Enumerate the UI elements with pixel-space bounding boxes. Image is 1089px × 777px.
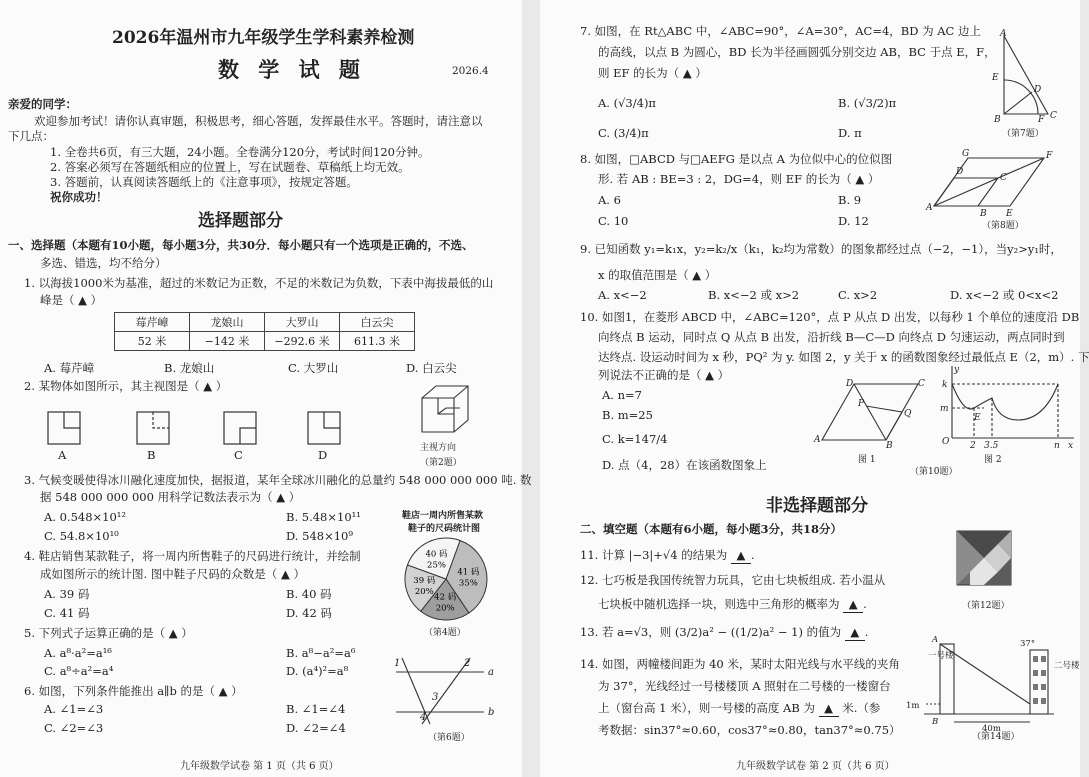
- q1-option-b: B. 龙娘山: [164, 361, 215, 375]
- svg-text:B: B: [980, 209, 987, 219]
- altitude-table: [114, 312, 415, 351]
- q13-stem: 13. 若 a=√3，则 (3/2)a² − ((1/2)a² − 1) 的值为 ▲ .: [580, 625, 869, 639]
- table-header-cell: 龙娘山: [190, 313, 265, 332]
- q6-caption: （第6题）: [428, 733, 470, 743]
- page-footer-1: 九年级数学试卷 第 1 页（共 6 页）: [180, 761, 339, 772]
- q7-option-a: A. (√3/4)π: [598, 96, 656, 110]
- svg-text:一号楼: 一号楼: [928, 651, 954, 661]
- q9-option-c: C. x>2: [838, 288, 878, 302]
- pie-slice-label: 41 码: [457, 567, 480, 578]
- intro-line-1: 欢迎参加考试！请你认真审题，积极思考，细心答题，发挥最佳水平。答题时，请注意以: [34, 114, 483, 128]
- pie-slice-percent: 20%: [414, 587, 434, 598]
- page-footer-2: 九年级数学试卷 第 2 页（共 6 页）: [736, 761, 895, 772]
- svg-text:y: y: [954, 365, 960, 375]
- q10-function-graph: [938, 364, 1078, 451]
- q10-option-b: B. m=25: [602, 408, 653, 422]
- svg-text:C: C: [918, 379, 925, 389]
- note-3: 3. 答题前，认真阅读答题纸上的《注意事项》，按规定答题。: [50, 175, 358, 189]
- q9-option-b: B. x<−2 或 x>2: [708, 288, 800, 302]
- q7-stem-2: 的高线，以点 B 为圆心，BD 长为半径画圆弧分别交边 AB，BC 于点 E，F，: [598, 45, 996, 59]
- q2-cube-figure: [416, 384, 474, 440]
- q14-stem-3: 上（窗台高 1 米），则一号楼的高度 AB 为 ▲ 米.（参: [598, 701, 881, 715]
- svg-text:1m: 1m: [906, 701, 920, 711]
- q4-option-c: C. 41 码: [44, 606, 90, 620]
- svg-text:40m: 40m: [982, 724, 1001, 734]
- svg-text:A: A: [932, 635, 939, 645]
- q12-stem-2: 七块板中随机选择一块，则选中三角形的概率为 ▲ .: [598, 597, 867, 611]
- q8-stem-2: 形. 若 AB : BE=3 : 2，DG=4，则 EF 的长为（ ▲ ）: [598, 172, 880, 186]
- q1-stem: 1. 以海拔1000米为基准，超过的米数记为正数，不足的米数记为负数，下表中海拔最低的山: [24, 276, 494, 290]
- q13-answer-blank: ▲: [845, 625, 865, 641]
- greeting: 亲爱的同学：: [8, 97, 77, 111]
- tangram-figure: [956, 530, 1012, 586]
- q10-figure2-label: 图 2: [984, 455, 1002, 465]
- q4-caption: （第4题）: [424, 628, 466, 638]
- svg-text:C: C: [1050, 111, 1057, 121]
- exam-date: 2026.4: [452, 65, 489, 77]
- svg-text:B: B: [932, 717, 939, 727]
- q10-stem-3: 达终点. 设运动时间为 x 秒，PQ² 为 y. 如图 2，y 关于 x 的函数图象经过最低点 E（2，m）. 下: [598, 350, 1089, 364]
- svg-text:P: P: [858, 399, 865, 409]
- svg-text:37°: 37°: [1020, 639, 1036, 649]
- q3-option-a: A. 0.548×10¹²: [44, 510, 127, 524]
- svg-text:4: 4: [420, 712, 427, 723]
- exam-page-1: [0, 0, 532, 777]
- svg-text:F: F: [1046, 151, 1053, 161]
- svg-text:B: B: [886, 441, 893, 451]
- q7-option-c: C. (3/4)π: [598, 126, 649, 140]
- svg-text:二号楼: 二号楼: [1054, 661, 1080, 671]
- section-title-choice: 选择题部分: [198, 211, 283, 231]
- table-cell: 52 米: [115, 332, 190, 351]
- q5-option-c: C. a⁸÷a²=a⁴: [44, 664, 114, 678]
- svg-text:Q: Q: [904, 409, 912, 419]
- q14-stem: 14. 如图，两幢楼间距为 40 米，某时太阳光线与水平线的夹角: [580, 657, 900, 671]
- svg-text:2: 2: [464, 658, 471, 669]
- note-2: 2. 答案必须写在答题纸相应的位置上，写在试题卷、草稿纸上均无效。: [50, 160, 410, 174]
- q5-stem: 5. 下列式子运算正确的是（ ▲ ）: [24, 626, 193, 640]
- svg-text:G: G: [962, 149, 970, 159]
- pie-slice-label: 39 码: [413, 576, 436, 587]
- table-header-cell: 莓芹嶂: [115, 313, 190, 332]
- pie-slice-percent: 35%: [458, 578, 478, 589]
- wish: 祝你成功！: [50, 190, 108, 204]
- q2-caption: （第2题）: [420, 458, 462, 468]
- q2-stem: 2. 某物体如图所示，其主视图是（ ▲ ）: [24, 379, 228, 393]
- q2-label-c: C: [234, 448, 243, 462]
- svg-text:n: n: [1054, 441, 1060, 451]
- q8-option-d: D. 12: [838, 214, 869, 228]
- pie-chart-title-1: 鞋店一周内所售某款: [402, 511, 484, 521]
- pie-slice-label: 42 码: [434, 592, 457, 603]
- svg-text:2: 2: [970, 441, 976, 451]
- q8-caption: （第8题）: [982, 221, 1024, 231]
- q7-caption: （第7题）: [1002, 129, 1044, 139]
- svg-text:1: 1: [394, 658, 401, 669]
- q11-stem: 11. 计算 |−3|+√4 的结果为 ▲ .: [580, 548, 755, 562]
- part2-heading: 二、填空题（本题有6小题，每小题3分，共18分）: [580, 522, 843, 536]
- q2-label-b: B: [147, 448, 156, 462]
- svg-text:E: E: [992, 73, 999, 83]
- q3-option-c: C. 54.8×10¹⁰: [44, 529, 119, 543]
- svg-text:x: x: [1068, 441, 1074, 451]
- q9-stem: 9. 已知函数 y₁=k₁x，y₂=k₂/x（k₁，k₂均为常数）的图象都经过点（−2，−1），当y₂>y₁时，: [580, 242, 1062, 256]
- svg-text:O: O: [942, 437, 950, 447]
- q10-stem: 10. 如图1，在菱形 ABCD 中，∠ABC=120°，点 P 从点 D 出发，以每秒 1 个单位的速度沿 DB: [580, 310, 1080, 324]
- q8-stem: 8. 如图，□ABCD 与□AEFG 是以点 A 为位似中心的位似图: [580, 152, 893, 166]
- q10-stem-4: 列说法不正确的是（ ▲ ）: [598, 368, 730, 382]
- q11-answer-blank: ▲: [731, 548, 751, 564]
- q6-option-a: A. ∠1=∠3: [44, 702, 104, 716]
- q5-option-d: D. (a⁴)²=a⁸: [286, 664, 349, 678]
- q1-option-c: C. 大罗山: [288, 361, 339, 375]
- svg-text:E: E: [974, 413, 981, 423]
- part1-heading-2: 多选、错选，均不给分）: [40, 256, 167, 270]
- note-1: 1. 全卷共6页，有三大题，24小题。全卷满分120分，考试时间120分钟。: [50, 145, 430, 159]
- q7-option-d: D. π: [838, 126, 862, 140]
- svg-text:C: C: [1000, 173, 1007, 183]
- q7-triangle-figure: [988, 30, 1070, 124]
- q9-option-d: D. x<−2 或 0<x<2: [950, 288, 1059, 302]
- pie-slice-percent: 20%: [435, 603, 455, 614]
- q6-option-d: D. ∠2=∠4: [286, 721, 346, 735]
- svg-text:D: D: [1034, 85, 1042, 95]
- q3-stem: 3. 气候变暖使得冰川融化速度加快，据报道，某年全球冰川融化的总量约 548 000 000 000 吨. 数: [24, 473, 532, 487]
- q3-option-d: D. 548×10⁹: [286, 529, 353, 543]
- q10-figure1-label: 图 1: [858, 455, 876, 465]
- q3-option-b: B. 5.48×10¹¹: [286, 510, 361, 524]
- intro-line-2: 下几点：: [8, 129, 54, 143]
- q2-label-a: A: [58, 448, 67, 462]
- q10-rhombus-figure: [814, 378, 934, 451]
- q2-view-direction-label: 主视方向: [420, 443, 457, 453]
- q6-parallel-lines-figure: [392, 654, 500, 726]
- q6-option-c: C. ∠2=∠3: [44, 721, 104, 735]
- q8-parallelogram-figure: [926, 146, 1074, 218]
- svg-text:D: D: [956, 167, 964, 177]
- q14-caption: （第14题）: [972, 732, 1020, 742]
- q14-reference-data: 考数据：sin37°≈0.60，cos37°≈0.80，tan37°≈0.75）: [598, 723, 901, 737]
- q7-option-b: B. (√3/2)π: [838, 96, 897, 110]
- exam-title: 2026年温州市九年级学生学科素养检测: [112, 28, 415, 48]
- q7-stem: 7. 如图，在 Rt△ABC 中，∠ABC=90°，∠A=30°，AC=4，BD 为 AC 边上: [580, 24, 982, 38]
- q9-stem-2: x 的取值范围是（ ▲ ）: [598, 268, 717, 282]
- pie-slice-label: 40 码: [425, 549, 448, 560]
- q1-stem-2: 峰是（ ▲ ）: [40, 293, 103, 307]
- svg-text:k: k: [942, 380, 948, 390]
- q14-answer-blank: ▲: [819, 701, 839, 717]
- q6-stem: 6. 如图，下列条件能推出 a∥b 的是（ ▲ ）: [24, 684, 243, 698]
- q4-option-a: A. 39 码: [44, 587, 90, 601]
- q12-answer-blank: ▲: [843, 597, 863, 613]
- q12-stem: 12. 七巧板是我国传统智力玩具，它由七块板组成. 若小温从: [580, 573, 886, 587]
- table-cell: −292.6 米: [265, 332, 340, 351]
- shoe-size-pie-chart: [403, 536, 489, 622]
- svg-text:E: E: [1006, 209, 1013, 219]
- q7-stem-3: 则 EF 的长为（ ▲ ）: [598, 66, 707, 80]
- q9-option-a: A. x<−2: [598, 288, 647, 302]
- exam-page-2: [540, 0, 1089, 777]
- table-cell: 611.3 米: [340, 332, 415, 351]
- svg-text:m: m: [940, 404, 949, 414]
- svg-text:A: A: [926, 203, 933, 213]
- table-header-cell: 白云尖: [340, 313, 415, 332]
- table-header-cell: 大罗山: [265, 313, 340, 332]
- q2-view-options-figure: [46, 410, 346, 446]
- q6-option-b: B. ∠1=∠4: [286, 702, 346, 716]
- q3-stem-2: 据 548 000 000 000 用科学记数法表示为（ ▲ ）: [40, 490, 301, 504]
- pie-slice-percent: 25%: [427, 560, 446, 571]
- svg-text:B: B: [994, 115, 1001, 125]
- q10-stem-2: 向终点 B 运动，同时点 Q 从点 B 出发，沿折线 B—C—D 向终点 D 匀速运动，两点同时到: [598, 330, 1065, 344]
- q8-option-a: A. 6: [598, 193, 621, 207]
- q5-option-a: A. a⁸·a²=a¹⁶: [44, 646, 112, 660]
- svg-text:A: A: [1000, 29, 1007, 39]
- q1-option-d: D. 白云尖: [406, 361, 457, 375]
- svg-text:3.5: 3.5: [984, 441, 999, 451]
- q4-option-d: D. 42 码: [286, 606, 332, 620]
- svg-text:b: b: [488, 707, 495, 718]
- q8-option-c: C. 10: [598, 214, 629, 228]
- svg-text:3: 3: [432, 692, 439, 703]
- q12-caption: （第12题）: [962, 601, 1010, 611]
- part1-heading: 一、选择题（本题有10小题，每小题3分，共30分．每小题只有一个选项是正确的，不选、: [8, 238, 474, 252]
- table-cell: −142 米: [190, 332, 265, 351]
- svg-text:D: D: [846, 379, 854, 389]
- q10-option-c: C. k=147/4: [602, 432, 668, 446]
- q14-buildings-figure: [904, 635, 1080, 734]
- exam-subject: 数 学 试 题: [218, 57, 366, 82]
- section-title-non-choice: 非选择题部分: [766, 496, 868, 516]
- q10-option-d: D. 点（4，28）在该函数图象上: [602, 458, 767, 472]
- q10-caption: （第10题）: [910, 467, 958, 477]
- q2-label-d: D: [318, 448, 328, 462]
- q4-option-b: B. 40 码: [286, 587, 332, 601]
- q5-option-b: B. a⁸−a²=a⁶: [286, 646, 356, 660]
- q8-option-b: B. 9: [838, 193, 862, 207]
- svg-text:F: F: [1038, 115, 1045, 125]
- q4-stem: 4. 鞋店销售某款鞋子，将一周内所售鞋子的尺码进行统计，并绘制: [24, 549, 361, 563]
- pie-chart-title-2: 鞋子的尺码统计图: [408, 524, 481, 534]
- svg-text:a: a: [488, 667, 494, 678]
- svg-text:A: A: [814, 435, 821, 445]
- q10-option-a: A. n=7: [602, 388, 642, 402]
- q4-stem-2: 成如图所示的统计图. 图中鞋子尺码的众数是（ ▲ ）: [40, 567, 305, 581]
- q1-option-a: A. 莓芹嶂: [44, 361, 95, 375]
- q14-stem-2: 为 37°，光线经过一号楼楼顶 A 照射在二号楼的一楼窗台: [598, 679, 891, 693]
